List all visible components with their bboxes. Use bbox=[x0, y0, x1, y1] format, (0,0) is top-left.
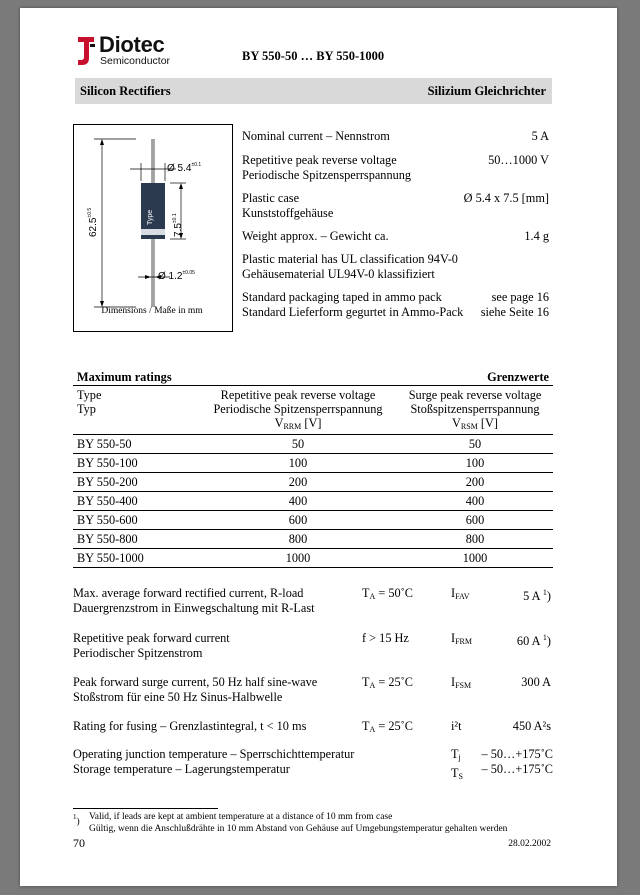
type-cell: BY 550-100 bbox=[73, 454, 199, 473]
spec-label-de: Kunststoffgehäuse bbox=[242, 205, 334, 220]
vrsm-cell: 400 bbox=[397, 492, 553, 511]
footnote-line-en: Valid, if leads are kept at ambient temperature at a distance of 10 mm from case bbox=[89, 812, 393, 822]
dimension-drawing-frame bbox=[73, 124, 233, 332]
spec-weight-value: 1.4 g bbox=[524, 229, 549, 243]
parameter-value: 450 A²s bbox=[512, 719, 551, 733]
temperature-symbols: $T_j$ $T_S$ bbox=[451, 747, 463, 781]
parameter-condition: $T_A$ = 25˚C bbox=[362, 675, 413, 690]
type-cell: BY 550-400 bbox=[73, 492, 199, 511]
parameter-label: Peak forward surge current, 50 Hz half sine-wave Stoßstrom für eine 50 Hz Sinus-Halbwelle bbox=[73, 675, 318, 704]
spec-label: Standard packaging taped in ammo pack bbox=[242, 290, 442, 304]
table-header-vrrm: Repetitive peak reverse voltage Periodische Spitzensperrspannung $V_{RRM}$ [V] bbox=[213, 388, 383, 431]
table-row bbox=[73, 492, 553, 511]
type-cell: BY 550-600 bbox=[73, 511, 199, 530]
storage-temp-value: – 50…+175˚C bbox=[481, 761, 553, 776]
spec-value-de: siehe Seite 16 bbox=[480, 304, 549, 319]
footnote-marker: $^1$) bbox=[73, 813, 80, 827]
parameter-label: Rating for fusing – Grenzlastintegral, t < 10 ms bbox=[73, 719, 307, 733]
spec-ul-classification bbox=[242, 252, 458, 281]
ratings-title-de: Grenzwerte bbox=[487, 370, 549, 384]
spec-label-de: Standard Lieferform gegurtet in Ammo-Pack bbox=[242, 304, 464, 319]
table-row bbox=[73, 454, 553, 473]
body-length-label: 7.5 bbox=[173, 223, 184, 237]
vrsm-cell: 800 bbox=[397, 530, 553, 549]
spec-plastic-case bbox=[242, 191, 333, 220]
spec-nominal-current bbox=[242, 129, 390, 144]
operating-temp-label: Operating junction temperature – Sperrschichttemperatur bbox=[73, 747, 355, 761]
vrrm-cell: 600 bbox=[199, 511, 397, 530]
logo-subtitle: Semiconductor bbox=[100, 55, 171, 67]
table-header-vrsm: Surge peak reverse voltage Stoßspitzensperrspannung $V_{RSM}$ [V] bbox=[408, 388, 542, 431]
parameter-symbol: i²t bbox=[451, 719, 462, 733]
vrrm-cell: 1000 bbox=[199, 549, 397, 568]
footnote-line-de: Gültig, wenn die Anschlußdrähte in 10 mm Abstand von Gehäuse auf Umgebungstemperatur gehalten werden bbox=[89, 824, 508, 834]
parameter-symbol: $I_{FAV}$ bbox=[451, 586, 470, 601]
spec-weight bbox=[242, 229, 389, 244]
figure-caption: Dimensions / Maße in mm bbox=[101, 306, 203, 316]
type-cell: BY 550-200 bbox=[73, 473, 199, 492]
table-row bbox=[73, 473, 553, 492]
temperature-values bbox=[482, 747, 554, 776]
vrsm-cell: 600 bbox=[397, 511, 553, 530]
parameter-label: Max. average forward rectified current, R-load Dauergrenzstrom in Einwegschaltung mit R-Last bbox=[73, 586, 315, 615]
ratings-title: Maximum ratings bbox=[77, 370, 172, 384]
total-length-tol: ±0.5 bbox=[87, 207, 93, 218]
category-english: Silicon Rectifiers bbox=[80, 84, 171, 98]
spec-label: Nominal current – Nennstrom bbox=[242, 129, 390, 143]
vrrm-cell: 100 bbox=[199, 454, 397, 473]
spec-reverse-voltage bbox=[242, 153, 411, 182]
cathode-band bbox=[141, 229, 165, 235]
parameter-value: 60 A $^1$) bbox=[516, 633, 551, 648]
spec-plastic-case-value: Ø 5.4 x 7.5 [mm] bbox=[463, 191, 549, 205]
spec-label: Plastic case bbox=[242, 191, 300, 205]
footnote-text bbox=[89, 811, 507, 835]
table-row bbox=[73, 435, 553, 454]
category-german: Silizium Gleichrichter bbox=[427, 84, 546, 98]
parameter-value: 5 A $^1$) bbox=[523, 588, 551, 603]
parameter-condition: f > 15 Hz bbox=[362, 631, 409, 645]
storage-temp-label: Storage temperature – Lagerungstemperatur bbox=[73, 761, 290, 776]
spec-packaging-value bbox=[481, 290, 549, 319]
spec-label-de: Gehäusematerial UL94V-0 klassifiziert bbox=[242, 266, 435, 281]
total-length-label: 62.5 bbox=[88, 217, 99, 237]
document-date: 28.02.2002 bbox=[508, 839, 551, 849]
vrrm-cell: 400 bbox=[199, 492, 397, 511]
spec-value: see page 16 bbox=[491, 290, 549, 304]
vrrm-cell: 50 bbox=[199, 435, 397, 454]
parameter-symbol: $I_{FRM}$ bbox=[451, 631, 473, 646]
spec-label-de: Periodische Spitzensperrspannung bbox=[242, 167, 412, 182]
vrsm-cell: 200 bbox=[397, 473, 553, 492]
parameter-symbol: $I_{FSM}$ bbox=[451, 675, 472, 690]
body-type-label: Type bbox=[147, 209, 154, 225]
vrsm-cell: 50 bbox=[397, 435, 553, 454]
spec-label: Weight approx. – Gewicht ca. bbox=[242, 229, 389, 243]
lead-diameter-tol: ±0.05 bbox=[182, 270, 195, 276]
table-header-type: Type Typ bbox=[77, 388, 102, 416]
body-diameter-tol: ±0.1 bbox=[191, 162, 202, 168]
spec-reverse-voltage-value: 50…1000 V bbox=[488, 153, 549, 167]
table-row bbox=[73, 511, 553, 530]
ratings-table bbox=[73, 386, 553, 568]
document-title: BY 550-50 … BY 550-1000 bbox=[242, 49, 385, 63]
vrsm-cell: 1000 bbox=[397, 549, 553, 568]
body-diameter-label: Ø 5.4 bbox=[167, 163, 192, 174]
type-cell: BY 550-800 bbox=[73, 530, 199, 549]
lead-diameter-label: Ø 1.2 bbox=[158, 271, 183, 282]
spec-packaging bbox=[242, 290, 463, 319]
logo-name: Diotec bbox=[99, 32, 165, 57]
vrrm-cell: 800 bbox=[199, 530, 397, 549]
table-row bbox=[73, 549, 553, 568]
vrrm-cell: 200 bbox=[199, 473, 397, 492]
table-header-row bbox=[73, 386, 553, 435]
page-number: 70 bbox=[73, 836, 85, 850]
type-cell: BY 550-50 bbox=[73, 435, 199, 454]
parameter-condition: $T_A$ = 25˚C bbox=[362, 719, 413, 734]
footnote-rule bbox=[73, 808, 218, 809]
table-row bbox=[73, 530, 553, 549]
parameter-label: Repetitive peak forward current Periodischer Spitzenstrom bbox=[73, 631, 230, 660]
diotec-logo-icon bbox=[75, 34, 97, 68]
parameter-value: 300 A bbox=[521, 675, 551, 689]
spec-label: Plastic material has UL classification 94V-0 bbox=[242, 252, 458, 266]
parameter-condition: $T_A$ = 50˚C bbox=[362, 586, 413, 601]
vrsm-cell: 100 bbox=[397, 454, 553, 473]
body-length-tol: ±0.1 bbox=[172, 213, 178, 224]
temperature-labels bbox=[73, 747, 354, 776]
spec-label: Repetitive peak reverse voltage bbox=[242, 153, 397, 167]
type-cell: BY 550-1000 bbox=[73, 549, 199, 568]
datasheet-page bbox=[20, 8, 617, 886]
spec-nominal-current-value: 5 A bbox=[531, 129, 549, 143]
operating-temp-value: – 50…+175˚C bbox=[481, 747, 553, 761]
